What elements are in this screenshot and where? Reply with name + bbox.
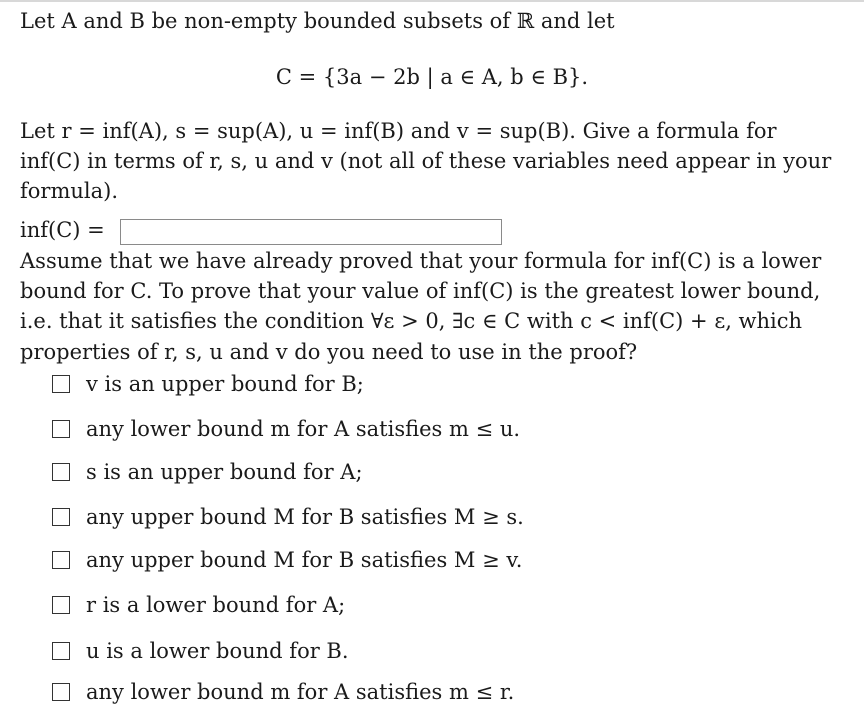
option-5-label: any upper bound M for B satisfies M ≥ v. xyxy=(86,548,523,572)
option-4[interactable] xyxy=(52,502,524,532)
intro-text: Let A and B be non-empty bounded subsets of ℝ and let xyxy=(20,9,615,33)
proof-question-line-1: Assume that we have already proved that your formula for inf(C) is a lower xyxy=(20,249,822,273)
option-3-label: s is an upper bound for A; xyxy=(86,460,363,484)
option-7-label: u is a lower bound for B. xyxy=(86,639,349,663)
question-line-1: Let r = inf(A), s = sup(A), u = inf(B) and v = sup(B). Give a formula for xyxy=(20,119,777,143)
option-4-label: any upper bound M for B satisfies M ≥ s. xyxy=(86,505,524,529)
question-line-3: formula). xyxy=(20,179,118,203)
checkbox-7[interactable] xyxy=(52,642,70,660)
option-6[interactable] xyxy=(52,590,345,620)
checkbox-8[interactable] xyxy=(52,683,70,701)
option-5[interactable] xyxy=(52,545,522,575)
option-7[interactable] xyxy=(52,636,349,666)
checkbox-2[interactable] xyxy=(52,420,70,438)
option-2-label: any lower bound m for A satisfies m ≤ u. xyxy=(86,417,521,441)
answer-input[interactable] xyxy=(120,219,502,245)
top-divider xyxy=(0,0,864,2)
set-definition: C = {3a − 2b | a ∈ A, b ∈ B}. xyxy=(275,65,589,89)
answer-label: inf(C) = xyxy=(20,218,105,242)
proof-question-line-3: i.e. that it satisfies the condition ∀ε > 0, ∃c ∈ C with c < inf(C) + ε, which xyxy=(20,309,803,333)
option-1-label: v is an upper bound for B; xyxy=(86,372,364,396)
checkbox-1[interactable] xyxy=(52,375,70,393)
checkbox-3[interactable] xyxy=(52,463,70,481)
option-8-label: any lower bound m for A satisfies m ≤ r. xyxy=(86,680,515,704)
question-line-2: inf(C) in terms of r, s, u and v (not all of these variables need appear in your xyxy=(20,149,832,173)
option-1[interactable] xyxy=(52,369,364,399)
option-2[interactable] xyxy=(52,414,520,444)
checkbox-6[interactable] xyxy=(52,596,70,614)
checkbox-5[interactable] xyxy=(52,551,70,569)
proof-question-line-2: bound for C. To prove that your value of inf(C) is the greatest lower bound, xyxy=(20,279,821,303)
option-3[interactable] xyxy=(52,457,363,487)
option-6-label: r is a lower bound for A; xyxy=(86,593,346,617)
option-8[interactable] xyxy=(52,677,514,707)
checkbox-4[interactable] xyxy=(52,508,70,526)
proof-question-line-4: properties of r, s, u and v do you need to use in the proof? xyxy=(20,340,638,364)
